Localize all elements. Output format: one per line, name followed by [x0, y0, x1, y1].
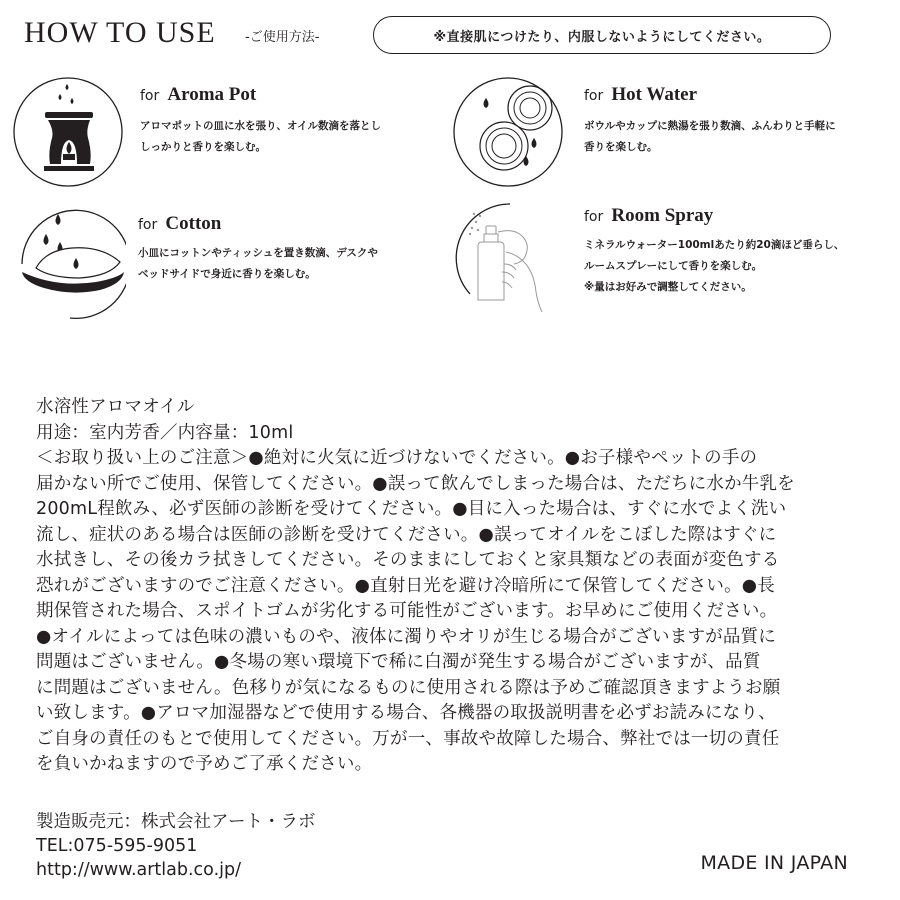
cotton-title: Cotton — [165, 213, 222, 234]
hot-water-line: 香りを楽しむ。 — [584, 141, 658, 153]
hot-water-line: ボウルやカップに熱湯を張り数滴、ふんわりと手軽に — [584, 120, 836, 132]
caution-line: 届かない所でご使用、保管してください。●誤って飲んでしまった場合は、ただちに水か牛乳を — [36, 473, 795, 494]
warning-notice — [373, 16, 831, 54]
caution-line: 水拭きし、その後カラ拭きしてください。そのままにしておくと家具類などの表面が変色する — [36, 550, 780, 570]
room-spray-note: ※量はお好みで調整してください。 — [584, 281, 752, 293]
aroma-pot-description — [140, 116, 381, 158]
caution-line: を負いかねますので予めご了承ください。 — [36, 754, 373, 774]
product-cautions — [36, 395, 866, 778]
caution-line: 期保管された場合、スポイトゴムが劣化する可能性がございます。お早めにご使用ください。 — [36, 601, 778, 621]
cotton-prefix: for — [138, 217, 158, 233]
room-spray-heading — [584, 205, 713, 227]
aroma-pot-line: しっかりと香りを楽しむ。 — [140, 141, 266, 153]
room-spray-title: Room Spray — [611, 205, 714, 226]
room-spray-icon — [454, 202, 566, 314]
made-in-label: MADE IN JAPAN — [700, 852, 848, 874]
hot-water-prefix: for — [584, 88, 604, 104]
caution-line: に問題はございません。色移りが気になるものに使用される際は予めご確認頂きますようお願 — [36, 677, 781, 698]
caution-line: ●オイルによっては色味の濃いものや、液体に濁りやオリが生じる場合がございますが品質に — [36, 626, 776, 647]
hot-water-icon — [452, 76, 564, 188]
warning-notice-text: ※直接肌につけたり、内服しないようにしてください。 — [433, 29, 771, 45]
hot-water-heading — [584, 84, 697, 106]
aroma-pot-heading — [140, 84, 256, 106]
room-spray-prefix: for — [584, 209, 604, 225]
caution-line: 問題はございません。●冬場の寒い環境下で稀に白濁が発生する場合がございますが、品質 — [36, 652, 761, 672]
hot-water-description — [584, 116, 836, 158]
cotton-description — [138, 243, 378, 285]
caution-line: ＜お取り扱い上のご注意＞●絶対に火気に近づけないでください。●お子様やペットの手の — [36, 448, 758, 468]
hot-water-title: Hot Water — [611, 84, 698, 105]
page-title: HOW TO USE — [24, 16, 216, 49]
caution-line: 200mL程飲み、必ず医師の診断を受けてください。●目に入った場合は、すぐに水でよく洗い — [36, 499, 787, 519]
page-subtitle: -ご使用方法- — [245, 30, 320, 45]
cotton-heading — [138, 213, 221, 235]
manufacturer: 製造販売元：株式会社アート・ラボ — [36, 812, 316, 832]
aroma-pot-icon — [12, 76, 124, 188]
caution-line: い致します。●アロマ加湿器などで使用する場合、各機器の取扱説明書を必ずお読みになり、 — [36, 703, 776, 723]
aroma-pot-title: Aroma Pot — [167, 84, 257, 105]
aroma-pot-prefix: for — [140, 88, 160, 104]
cotton-line: 小皿にコットンやティッシュを置き数滴、デスクや — [138, 247, 378, 259]
caution-line: ご自身の責任のもとで使用してください。万が一、事故や故障した場合、弊社では一切の責任 — [36, 728, 780, 749]
product-usage: 用途：室内芳香／内容量：10ml — [36, 422, 294, 443]
product-name: 水溶性アロマオイル — [36, 397, 195, 417]
room-spray-line: ルームスプレーにして香りを楽しむ。 — [584, 260, 763, 272]
phone-number: TEL:075-595-9051 — [36, 836, 198, 856]
caution-line: 流し、症状のある場合は医師の診断を受けてください。●誤ってオイルをこぼした際はすぐに — [36, 524, 777, 545]
caution-line: 恐れがございますのでご注意ください。●直射日光を避け冷暗所にて保管してください。●長 — [36, 575, 775, 596]
cotton-line: ベッドサイドで身近に香りを楽しむ。 — [138, 268, 316, 280]
website-url: http://www.artlab.co.jp/ — [36, 860, 241, 880]
aroma-pot-line: アロマポットの皿に水を張り、オイル数滴を落とし — [140, 120, 381, 132]
company-info — [36, 810, 315, 882]
room-spray-line: ミネラルウォーター100mlあたり約20滴ほど垂らし、 — [584, 239, 845, 251]
cotton-icon — [14, 208, 126, 320]
room-spray-description — [584, 235, 844, 298]
